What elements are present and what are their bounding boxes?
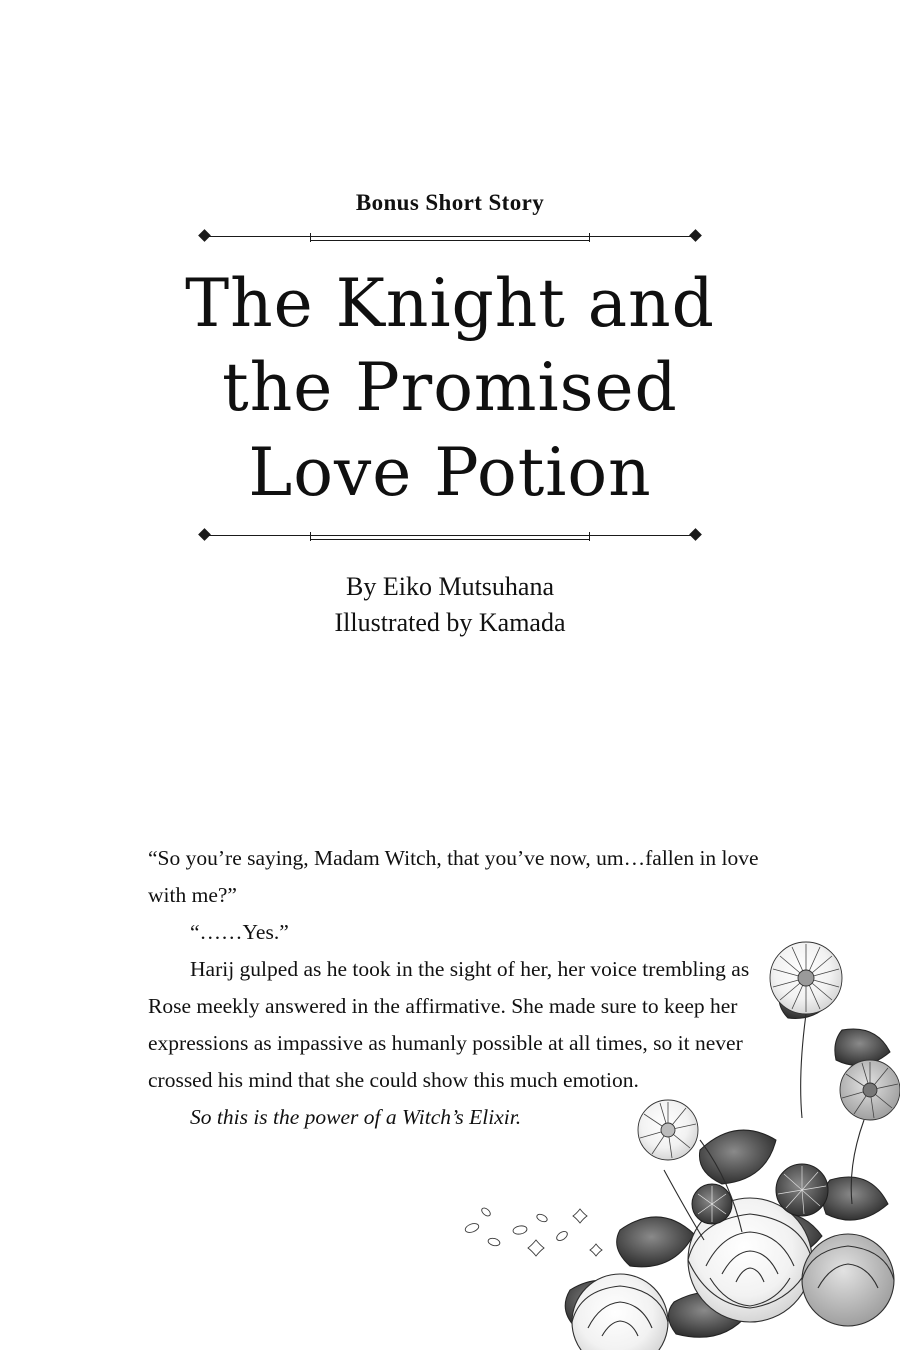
ornament-divider-bottom — [200, 525, 700, 547]
divider-tick-right — [589, 233, 590, 242]
diamond-icon — [198, 229, 211, 242]
story-body — [148, 840, 788, 1136]
paragraph: “So you’re saying, Madam Witch, that you’ve now, um…fallen in love with me?” — [148, 846, 759, 907]
divider-bar-inner — [310, 240, 590, 241]
page-title-line-3: Love Potion — [248, 433, 652, 511]
page-title — [0, 262, 900, 515]
paragraph: “……Yes.” — [190, 920, 289, 944]
paragraph-italic: So this is the power of a Witch’s Elixir. — [190, 1105, 522, 1129]
diamond-icon — [689, 529, 702, 542]
page-title-line-2: the Promised — [222, 349, 678, 427]
divider-bar-inner — [310, 539, 590, 540]
divider-tick-left — [310, 233, 311, 242]
diamond-icon — [198, 529, 211, 542]
bonus-story-label: Bonus Short Story — [355, 190, 545, 215]
byline — [0, 569, 900, 639]
ornament-divider-top — [200, 226, 700, 248]
title-block — [0, 190, 900, 640]
illustrator-credit: Illustrated by Kamada — [334, 607, 566, 637]
diamond-icon — [689, 229, 702, 242]
paragraph: Harij gulped as he took in the sight of her, her voice trembling as Rose meekly answered in the affirmative. She made sure to keep her expressions as impassive as humanly possible at all times, so it never crossed his mind that she could show this much emotion. — [148, 957, 750, 1092]
page-title-line-1: The Knight and — [185, 265, 715, 342]
author-credit: By Eiko Mutsuhana — [346, 572, 554, 602]
divider-bar — [208, 236, 692, 237]
divider-tick-right — [589, 532, 590, 541]
divider-tick-left — [310, 532, 311, 541]
divider-bar — [208, 535, 692, 536]
